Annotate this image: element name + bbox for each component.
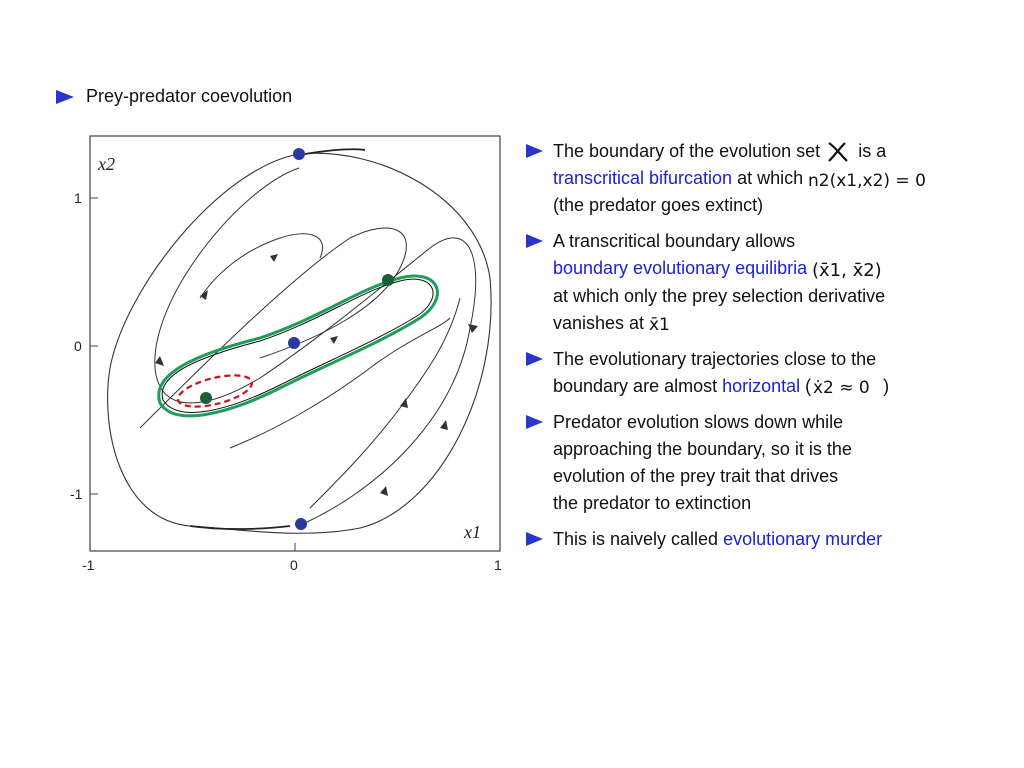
equilibrium-point-center: [288, 337, 300, 349]
bullet-text: (the predator goes extinct): [553, 195, 764, 216]
bullet-text: at which: [737, 168, 804, 189]
tick-marks: [90, 198, 295, 551]
bullet-text: A transcritical boundary allows: [553, 231, 796, 252]
x-axis-label: x1: [464, 522, 481, 542]
bullet-highlight: evolutionary murder: [723, 528, 883, 549]
slide-title: Prey-predator coevolution: [86, 86, 293, 106]
trajectory-curve: [310, 298, 460, 508]
bullet-text: (: [805, 375, 812, 396]
horizontal-derivative-formula: [811, 375, 883, 399]
bullet-item: [526, 409, 996, 517]
bullet-arrow-icon: [526, 144, 543, 158]
svg-text:x̄1: x̄1: [649, 314, 670, 335]
bullet-text: is a: [858, 141, 887, 161]
equilibrium-point-top: [293, 148, 305, 160]
svg-text:n2(x1,x2) = 0: n2(x1,x2) = 0: [808, 170, 927, 191]
phase-portrait-figure: [70, 128, 510, 578]
boundary-equilibrium-formula: [812, 257, 898, 283]
bullet-item: [526, 526, 996, 553]
bullet-text: the predator to extinction: [553, 492, 752, 513]
bullet-arrow-icon: [526, 415, 543, 429]
y-axis-label: x2: [98, 154, 115, 174]
top-boundary-segment: [305, 149, 365, 154]
x-tick-label: 0: [290, 557, 298, 573]
predator-density-formula: [808, 168, 958, 192]
bullet-text: approaching the boundary, so it is the: [553, 438, 852, 459]
bullet-item: [526, 346, 996, 400]
bullet-text: The boundary of the evolution set: [553, 141, 821, 161]
red-dashed-loop: [175, 369, 255, 413]
bullet-arrow-icon: [56, 90, 74, 104]
slide-title-row: [56, 86, 292, 107]
trajectory-curve: [200, 234, 323, 298]
equilibrium-point-green-upper: [382, 274, 394, 286]
evolution-set-symbol: [825, 139, 853, 165]
svg-text:ẋ2 ≈ 0: ẋ2 ≈ 0: [813, 377, 870, 398]
bullet-text: The evolutionary trajectories close to the: [553, 348, 877, 369]
y-tick-label: -1: [70, 486, 83, 502]
bullet-highlight: horizontal: [722, 375, 801, 396]
bullet-text: Predator evolution slows down while: [553, 411, 844, 432]
bullet-item: [526, 228, 996, 336]
x-tick-label: 1: [494, 557, 502, 573]
x-tick-label: -1: [82, 557, 95, 573]
y-tick-label: 0: [74, 338, 82, 354]
bullet-item: [526, 138, 996, 219]
bullet-arrow-icon: [526, 234, 543, 248]
bullet-arrow-icon: [526, 352, 543, 366]
trajectory-loop-large: [155, 168, 476, 523]
flow-arrowheads: [155, 254, 478, 496]
bullet-text: ): [883, 375, 890, 396]
bullet-text: evolution of the prey trait that drives: [553, 465, 839, 486]
equilibrium-point-green-lower: [200, 392, 212, 404]
bullet-list: [526, 138, 996, 562]
y-tick-label: 1: [74, 190, 82, 206]
equilibrium-point-bottom: [295, 518, 307, 530]
bullet-highlight: transcritical bifurcation: [553, 168, 733, 189]
prey-equilibrium-symbol: [649, 312, 677, 336]
bullet-highlight: boundary evolutionary equilibria: [553, 258, 808, 279]
bullet-arrow-icon: [526, 532, 543, 546]
bullet-text: boundary are almost: [553, 375, 718, 396]
bullet-text: at which only the prey selection derivative: [553, 285, 886, 306]
svg-text:(x̄1, x̄2): (x̄1, x̄2): [812, 259, 882, 281]
bottom-boundary-segment: [190, 526, 290, 529]
bullet-text: This is naively called: [553, 528, 719, 549]
bullet-text: vanishes at: [553, 312, 645, 333]
